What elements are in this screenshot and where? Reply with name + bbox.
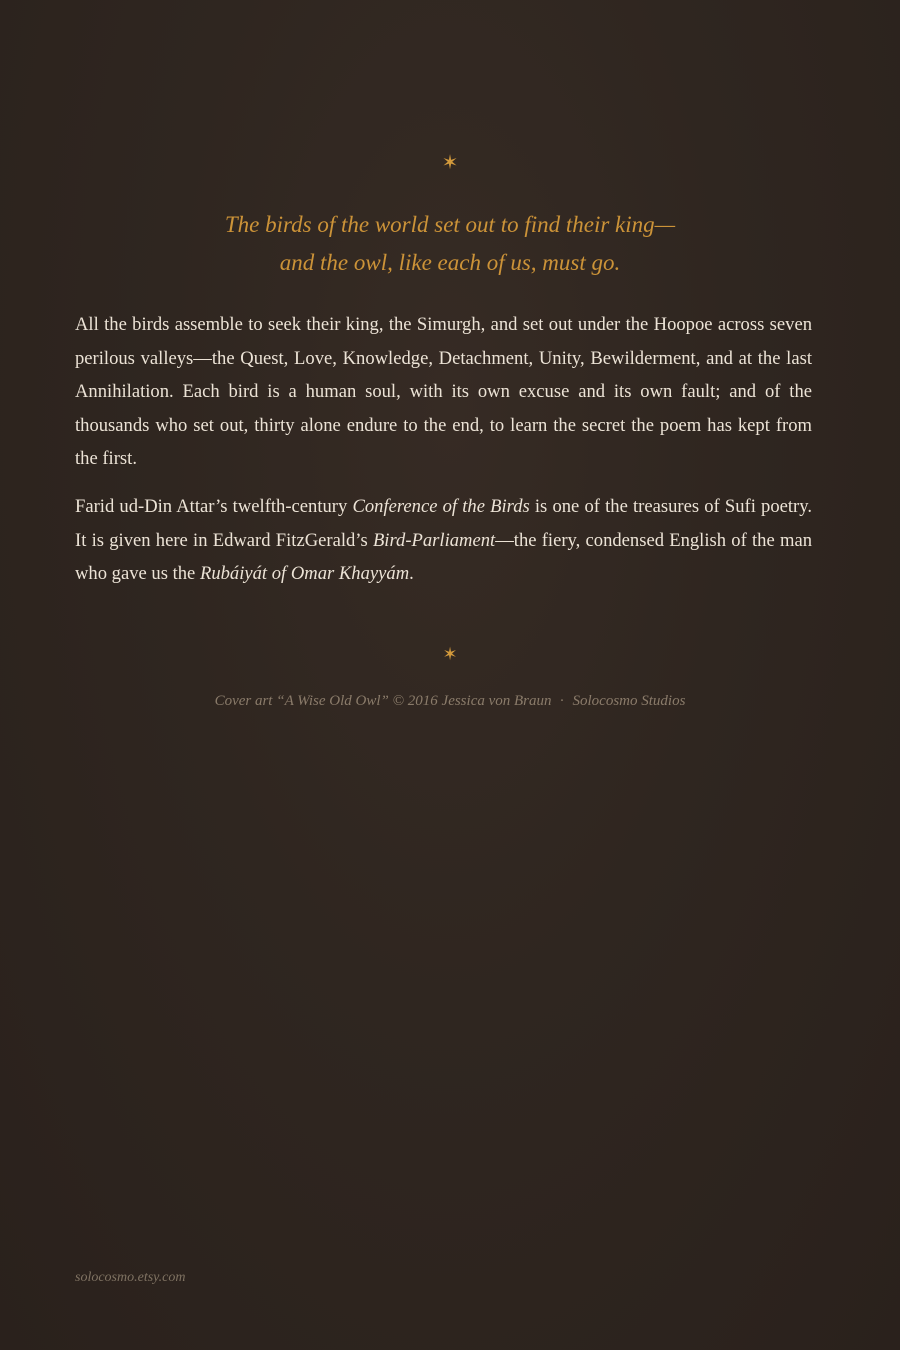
cover-art-credit (0, 690, 900, 712)
star-ornament-top: ✶ (441, 150, 459, 174)
paragraph-2-text-3: —the fiery, condensed English of the man who gave us the (75, 529, 812, 585)
epigraph-line-1: The birds of the world set out to find their king— (224, 212, 676, 237)
epigraph (100, 206, 800, 282)
book-title-bird-parliament: Bird-Parliament (372, 529, 496, 551)
paragraph-2-text-1: Farid ud-Din Attar’s twelfth-century (75, 495, 353, 517)
book-title-rubaiyat: Rubáiyát of Omar Khayyám (199, 563, 410, 585)
blurb (75, 308, 812, 605)
book-title-conference: Conference of the Birds (352, 495, 530, 517)
credit-studio: Solocosmo Studios (572, 693, 686, 709)
epigraph-line-2: and the owl, like each of us, must go. (279, 250, 621, 275)
paragraph-2-text-4: . (409, 563, 414, 585)
paragraph-2-text-2: is one of the treasures of Sufi poetry. It is given here in Edward FitzGerald’s (75, 495, 812, 551)
credit-art: Cover art “A Wise Old Owl” © 2016 Jessica von Braun (214, 693, 552, 709)
shop-url-link[interactable]: solocosmo.etsy.com (75, 1270, 186, 1285)
blurb-paragraph-1: All the birds assemble to seek their king, the Simurgh, and set out under the Hoopoe across seven perilous valleys—the Quest, Love, Knowledge, Detachment, Unity, Bewilderment, and at the last Annihilation. Each bird is a human soul, with its own excuse and its own fault; and of the thousands who set out, thirty alone endure to the end, to learn the secret the poem has kept from the first. (75, 314, 812, 470)
blurb-paragraph-2 (75, 490, 812, 591)
credit-separator: · (559, 693, 565, 709)
star-ornament-bottom: ✶ (442, 644, 458, 665)
